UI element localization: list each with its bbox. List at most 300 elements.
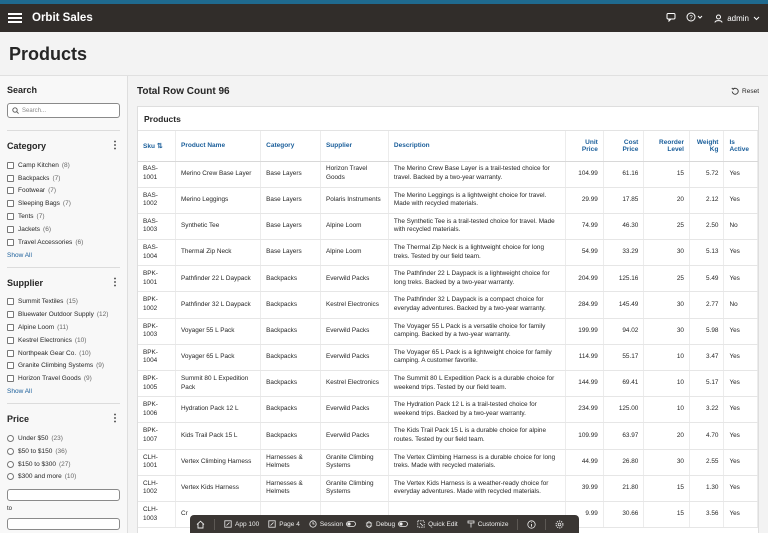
- table-cell: 74.99: [566, 213, 604, 239]
- table-cell: Backpacks: [261, 397, 321, 423]
- table-cell: Backpacks: [261, 423, 321, 449]
- table-cell: No: [724, 292, 758, 318]
- table-cell: 114.99: [566, 344, 604, 370]
- table-cell: 199.99: [566, 318, 604, 344]
- table-cell: The Merino Crew Base Layer is a trail-tested choice for travel. Backed by a two-year warranty.: [388, 161, 565, 187]
- table-cell: Yes: [724, 161, 758, 187]
- user-menu[interactable]: [714, 14, 760, 23]
- table-cell: 145.49: [603, 292, 644, 318]
- facet-option-count: (6): [43, 225, 51, 233]
- price-facet: [7, 403, 120, 530]
- column-header-label: Cost Price: [622, 138, 639, 153]
- category-facet-option[interactable]: [7, 159, 120, 172]
- search-placeholder: Search...: [22, 107, 47, 114]
- facet-option-count: (9): [83, 375, 92, 383]
- table-cell: Yes: [724, 501, 758, 527]
- table-cell: 125.00: [603, 397, 644, 423]
- table-cell: Yes: [724, 449, 758, 475]
- price-facet-option[interactable]: [7, 445, 120, 458]
- table-row[interactable]: [138, 397, 758, 423]
- table-cell: Yes: [724, 187, 758, 213]
- category-show-all-link[interactable]: Show All: [7, 251, 32, 259]
- faceted-search-sidebar: [0, 76, 128, 533]
- table-cell: Harnesses & Helmets: [261, 449, 321, 475]
- table-cell: Backpacks: [261, 292, 321, 318]
- table-cell: Kids Trail Pack 15 L: [176, 423, 261, 449]
- table-cell: The Vertex Climbing Harness is a durable choice for long treks. Made with recycled materials.: [388, 449, 565, 475]
- column-header[interactable]: [689, 131, 723, 161]
- table-cell: 125.16: [603, 266, 644, 292]
- facet-option-label: $300 and more: [18, 473, 62, 481]
- table-cell: Kestrel Electronics: [320, 292, 388, 318]
- facet-option-label: Horizon Travel Goods: [18, 375, 81, 383]
- checkbox[interactable]: [7, 213, 14, 220]
- facet-option-label: Northpeak Gear Co.: [18, 349, 77, 357]
- supplier-facet-option[interactable]: [7, 360, 120, 373]
- table-row[interactable]: [138, 292, 758, 318]
- user-icon: [714, 14, 723, 23]
- table-cell: 30: [644, 449, 690, 475]
- table-row[interactable]: [138, 318, 758, 344]
- table-cell: 10: [644, 371, 690, 397]
- column-header[interactable]: [320, 131, 388, 161]
- table-cell: The Voyager 55 L Pack is a versatile choice for family camping. Backed by a two-year warranty.: [388, 318, 565, 344]
- table-cell: Everwild Packs: [320, 423, 388, 449]
- category-facet-title: Category: [7, 141, 47, 151]
- checkbox[interactable]: [7, 298, 14, 305]
- table-cell: 20: [644, 187, 690, 213]
- chevron-down-icon: [753, 16, 760, 21]
- table-cell: Base Layers: [261, 187, 321, 213]
- table-cell: The Thermal Zip Neck is a lightweight choice for long treks. Tested by our field team.: [388, 240, 565, 266]
- table-row[interactable]: [138, 187, 758, 213]
- app-button[interactable]: [224, 520, 259, 528]
- facet-option-count: (15): [66, 298, 78, 306]
- table-cell: No: [724, 213, 758, 239]
- table-cell: 5.49: [689, 266, 723, 292]
- reset-button[interactable]: [731, 87, 759, 95]
- debug-button[interactable]: [365, 520, 408, 528]
- table-cell: 3.22: [689, 397, 723, 423]
- toggle-icon: [346, 521, 356, 527]
- table-cell: Alpine Loom: [320, 213, 388, 239]
- table-cell: 26.80: [603, 449, 644, 475]
- checkbox[interactable]: [7, 239, 14, 246]
- checkbox[interactable]: [7, 200, 14, 207]
- table-cell: Yes: [724, 266, 758, 292]
- kebab-menu-icon[interactable]: ⋮: [110, 140, 120, 151]
- table-cell: Merino Crew Base Layer: [176, 161, 261, 187]
- checkbox[interactable]: [7, 375, 14, 382]
- facet-option-label: Summit Textiles: [18, 298, 64, 306]
- table-cell: Summit 80 L Expedition Pack: [176, 371, 261, 397]
- table-row[interactable]: [138, 449, 758, 475]
- page-title: Products: [9, 44, 88, 64]
- column-header[interactable]: [644, 131, 690, 161]
- table-cell: The Pathfinder 32 L Daypack is a compact choice for everyday adventures. Backed by a two-year warranty.: [388, 292, 565, 318]
- column-header[interactable]: [138, 131, 176, 161]
- facet-option-label: Footwear: [18, 187, 46, 195]
- facet-option-label: $50 to $150: [18, 447, 53, 455]
- table-cell: 10: [644, 397, 690, 423]
- table-cell: 17.85: [603, 187, 644, 213]
- facet-option-count: (7): [62, 200, 71, 208]
- table-cell: 15: [644, 475, 690, 501]
- search-icon: [12, 107, 19, 114]
- customize-button[interactable]: [467, 520, 509, 528]
- supplier-facet-option[interactable]: [7, 372, 120, 385]
- column-header[interactable]: [388, 131, 565, 161]
- table-cell: 284.99: [566, 292, 604, 318]
- table-cell: Vertex Kids Harness: [176, 475, 261, 501]
- table-cell: 61.16: [603, 161, 644, 187]
- price-facet-option[interactable]: [7, 471, 120, 484]
- table-cell: 44.99: [566, 449, 604, 475]
- table-cell: CLH-1003: [138, 501, 176, 527]
- table-cell: Backpacks: [261, 344, 321, 370]
- facet-option-count: (7): [48, 187, 57, 195]
- table-row[interactable]: [138, 240, 758, 266]
- supplier-facet: [7, 267, 120, 396]
- report-title: Products: [138, 107, 758, 131]
- facet-option-count: (36): [55, 447, 67, 455]
- table-row[interactable]: [138, 266, 758, 292]
- radio-button[interactable]: [7, 461, 14, 468]
- table-cell: 2.50: [689, 213, 723, 239]
- price-facet-option[interactable]: [7, 432, 120, 445]
- info-icon[interactable]: [527, 520, 536, 529]
- table-cell: 30: [644, 318, 690, 344]
- column-header-label: Weight Kg: [696, 138, 719, 153]
- facet-option-label: Under $50: [18, 435, 49, 443]
- table-cell: 5.17: [689, 371, 723, 397]
- table-cell: 9.99: [566, 501, 604, 527]
- app-button-label: App 100: [235, 520, 260, 528]
- table-cell: Base Layers: [261, 161, 321, 187]
- table-cell: Yes: [724, 423, 758, 449]
- table-cell: The Pathfinder 22 L Daypack is a lightweight choice for long treks. Backed by a two-year warranty.: [388, 266, 565, 292]
- table-cell: BPK-1006: [138, 397, 176, 423]
- facet-option-count: (11): [57, 324, 69, 332]
- supplier-facet-option[interactable]: [7, 296, 120, 309]
- table-cell: 21.80: [603, 475, 644, 501]
- facet-option-count: (7): [52, 174, 61, 182]
- table-cell: Thermal Zip Neck: [176, 240, 261, 266]
- search-input[interactable]: [7, 103, 120, 118]
- table-cell: BPK-1005: [138, 371, 176, 397]
- table-cell: 39.99: [566, 475, 604, 501]
- table-cell: Yes: [724, 318, 758, 344]
- table-row[interactable]: [138, 213, 758, 239]
- facet-option-label: Backpacks: [18, 174, 50, 182]
- debug-button-label: Debug: [375, 520, 396, 528]
- supplier-facet-option[interactable]: [7, 334, 120, 347]
- total-row-count: Total Row Count 96: [137, 85, 230, 97]
- table-cell: 30.66: [603, 501, 644, 527]
- facet-option-label: Bluewater Outdoor Supply: [18, 311, 94, 319]
- table-cell: Cr: [176, 501, 261, 527]
- table-cell: 55.17: [603, 344, 644, 370]
- table-row[interactable]: [138, 161, 758, 187]
- table-cell: 69.41: [603, 371, 644, 397]
- quick-edit-button[interactable]: [417, 520, 458, 528]
- facet-option-label: Granite Climbing Systems: [18, 362, 94, 370]
- table-cell: 25: [644, 266, 690, 292]
- table-cell: 29.99: [566, 187, 604, 213]
- facet-option-count: (9): [96, 362, 105, 370]
- table-cell: 15: [644, 161, 690, 187]
- table-cell: 2.12: [689, 187, 723, 213]
- report-region: [128, 76, 768, 533]
- app-name[interactable]: Orbit Sales: [32, 12, 93, 24]
- facet-option-count: (23): [51, 435, 63, 443]
- table-cell: Voyager 55 L Pack: [176, 318, 261, 344]
- table-cell: Granite Climbing Systems: [320, 475, 388, 501]
- table-cell: 4.70: [689, 423, 723, 449]
- table-cell: 5.72: [689, 161, 723, 187]
- price-facet-option[interactable]: [7, 458, 120, 471]
- column-header-label: Description: [393, 142, 430, 150]
- table-cell: 15: [644, 501, 690, 527]
- table-cell: Kestrel Electronics: [320, 371, 388, 397]
- radio-button[interactable]: [7, 473, 14, 480]
- facet-option-count: (8): [61, 161, 70, 169]
- table-cell: Polaris Instruments: [320, 187, 388, 213]
- table-cell: BAS-1001: [138, 161, 176, 187]
- radio-button[interactable]: [7, 435, 14, 442]
- facet-option-count: (10): [74, 336, 87, 344]
- column-header-label: Product Name: [181, 142, 226, 150]
- table-row[interactable]: [138, 423, 758, 449]
- table-cell: 1.30: [689, 475, 723, 501]
- table-cell: 2.77: [689, 292, 723, 318]
- table-cell: 94.02: [603, 318, 644, 344]
- table-cell: Backpacks: [261, 371, 321, 397]
- table-cell: Everwild Packs: [320, 344, 388, 370]
- app-header: [0, 4, 768, 32]
- table-cell: Yes: [724, 344, 758, 370]
- table-cell: Merino Leggings: [176, 187, 261, 213]
- table-cell: Yes: [724, 475, 758, 501]
- table-cell: Hydration Pack 12 L: [176, 397, 261, 423]
- category-facet-option[interactable]: [7, 223, 120, 236]
- table-cell: Vertex Climbing Harness: [176, 449, 261, 475]
- checkbox[interactable]: [7, 337, 14, 344]
- table-cell: BPK-1007: [138, 423, 176, 449]
- table-cell: Backpacks: [261, 318, 321, 344]
- toolbar-divider: [214, 519, 215, 530]
- facet-option-label: Jackets: [18, 225, 41, 233]
- table-cell: Everwild Packs: [320, 397, 388, 423]
- table-cell: Alpine Loom: [320, 240, 388, 266]
- table-cell: Everwild Packs: [320, 318, 388, 344]
- products-report: [137, 106, 759, 533]
- edit-icon: [268, 520, 276, 528]
- table-cell: 10: [644, 344, 690, 370]
- category-facet-option[interactable]: [7, 197, 120, 210]
- table-cell: 234.99: [566, 397, 604, 423]
- category-facet: [7, 130, 120, 259]
- table-cell: Harnesses & Helmets: [261, 475, 321, 501]
- search-title: Search: [7, 85, 38, 95]
- table-cell: 46.30: [603, 213, 644, 239]
- table-cell: 3.56: [689, 501, 723, 527]
- price-range-to-label: to: [7, 506, 13, 513]
- category-facet-option[interactable]: [7, 236, 120, 249]
- facet-option-label: Camp Kitchen: [18, 161, 59, 169]
- table-cell: Granite Climbing Systems: [320, 449, 388, 475]
- table-cell: 5.98: [689, 318, 723, 344]
- bug-icon: [365, 520, 373, 528]
- table-cell: Base Layers: [261, 240, 321, 266]
- table-cell: Pathfinder 32 L Daypack: [176, 292, 261, 318]
- facet-option-count: (6): [75, 238, 84, 246]
- checkbox[interactable]: [7, 175, 14, 182]
- session-button-label: Session: [319, 520, 343, 528]
- toolbar-divider: [517, 519, 518, 530]
- table-cell: The Vertex Kids Harness is a weather-ready choice for everyday adventures. Made with recycled materials.: [388, 475, 565, 501]
- chat-icon[interactable]: [666, 12, 676, 25]
- checkbox[interactable]: [7, 362, 14, 369]
- checkbox[interactable]: [7, 226, 14, 233]
- column-header-label: Reorder Level: [659, 138, 684, 153]
- supplier-facet-option[interactable]: [7, 347, 120, 360]
- facet-option-label: $150 to $300: [18, 460, 56, 468]
- supplier-facet-option[interactable]: [7, 308, 120, 321]
- checkbox[interactable]: [7, 187, 14, 194]
- facet-option-count: (10): [64, 473, 77, 481]
- table-cell: The Hydration Pack 12 L is a trail-tested choice for weekend trips. Backed by a two-year warranty.: [388, 397, 565, 423]
- table-cell: Everwild Packs: [320, 266, 388, 292]
- table-cell: 104.99: [566, 161, 604, 187]
- column-header[interactable]: [603, 131, 644, 161]
- reset-icon: [731, 87, 739, 95]
- table-cell: Yes: [724, 371, 758, 397]
- checkbox[interactable]: [7, 350, 14, 357]
- table-cell: The Summit 80 L Expedition Pack is a durable choice for weekend trips. Tested by our field team.: [388, 371, 565, 397]
- table-cell: BAS-1003: [138, 213, 176, 239]
- table-cell: 20: [644, 423, 690, 449]
- supplier-facet-title: Supplier: [7, 277, 44, 288]
- table-cell: 25: [644, 213, 690, 239]
- home-icon[interactable]: [196, 520, 205, 529]
- table-cell: Yes: [724, 397, 758, 423]
- facet-option-label: Sleeping Bags: [18, 200, 60, 208]
- table-cell: 2.55: [689, 449, 723, 475]
- page-button-label: Page 4: [279, 520, 300, 528]
- table-cell: 30: [644, 292, 690, 318]
- facet-option-label: Travel Accessories: [18, 238, 73, 246]
- column-header-label: Is Active: [729, 138, 749, 153]
- supplier-facet-option[interactable]: [7, 321, 120, 334]
- quick-edit-label: Quick Edit: [428, 520, 458, 528]
- reset-label: Reset: [742, 87, 759, 95]
- page-button[interactable]: [268, 520, 300, 528]
- checkbox[interactable]: [7, 311, 14, 318]
- table-cell: Voyager 65 L Pack: [176, 344, 261, 370]
- category-facet-option[interactable]: [7, 185, 120, 198]
- table-cell: 204.99: [566, 266, 604, 292]
- page-header: [0, 32, 768, 76]
- column-header[interactable]: [176, 131, 261, 161]
- column-header[interactable]: [261, 131, 321, 161]
- price-facet-title: Price: [7, 414, 30, 425]
- category-facet-option[interactable]: [7, 210, 120, 223]
- table-row[interactable]: [138, 344, 758, 370]
- facet-option-label: Tents: [18, 213, 34, 221]
- radio-button[interactable]: [7, 448, 14, 455]
- table-cell: BAS-1002: [138, 187, 176, 213]
- supplier-show-all-link[interactable]: Show All: [7, 388, 32, 396]
- table-cell: Horizon Travel Goods: [320, 161, 388, 187]
- gear-icon[interactable]: [555, 520, 564, 529]
- svg-text:?: ?: [689, 15, 693, 21]
- session-button[interactable]: [309, 520, 356, 528]
- facet-option-count: (27): [58, 460, 71, 468]
- price-range-to-input[interactable]: [7, 518, 120, 530]
- facet-option-count: (12): [96, 311, 109, 319]
- price-range-from-input[interactable]: [7, 489, 120, 501]
- checkbox[interactable]: [7, 324, 14, 331]
- table-row[interactable]: [138, 475, 758, 501]
- table-cell: 5.13: [689, 240, 723, 266]
- table-cell: CLH-1002: [138, 475, 176, 501]
- help-icon[interactable]: [686, 12, 704, 25]
- table-cell: BPK-1002: [138, 292, 176, 318]
- toggle-icon: [398, 521, 408, 527]
- table-cell: 3.47: [689, 344, 723, 370]
- table-cell: The Synthetic Tee is a trail-tested choice for travel. Made with recycled materials.: [388, 213, 565, 239]
- table-cell: BPK-1001: [138, 266, 176, 292]
- facet-option-count: (7): [36, 213, 45, 221]
- facet-option-label: Kestrel Electronics: [18, 336, 72, 344]
- edit-icon: [224, 520, 232, 528]
- table-cell: BPK-1004: [138, 344, 176, 370]
- quick-edit-icon: [417, 520, 425, 528]
- column-header-label: Category: [266, 142, 295, 150]
- table-cell: The Kids Trail Pack 15 L is a durable choice for alpine routes. Tested by our field team.: [388, 423, 565, 449]
- table-cell: 33.29: [603, 240, 644, 266]
- customize-label: Customize: [477, 520, 509, 528]
- column-header-label: Unit Price: [581, 138, 598, 153]
- user-name: admin: [727, 13, 749, 23]
- column-header-label: Sku: [143, 142, 155, 150]
- column-header-label: Supplier: [325, 142, 352, 150]
- column-header[interactable]: [566, 131, 604, 161]
- products-table: [138, 131, 758, 528]
- brush-icon: [467, 520, 475, 528]
- table-cell: 30: [644, 240, 690, 266]
- table-cell: CLH-1001: [138, 449, 176, 475]
- table-cell: 144.99: [566, 371, 604, 397]
- facet-option-count: (10): [79, 349, 91, 357]
- hamburger-menu-icon[interactable]: [8, 13, 22, 23]
- table-cell: The Merino Leggings is a lightweight choice for travel. Made with recycled materials.: [388, 187, 565, 213]
- table-cell: Synthetic Tee: [176, 213, 261, 239]
- table-cell: The Voyager 65 L Pack is a lightweight choice for family camping. A customer favorite.: [388, 344, 565, 370]
- table-cell: Pathfinder 22 L Daypack: [176, 266, 261, 292]
- column-header[interactable]: [724, 131, 758, 161]
- checkbox[interactable]: [7, 162, 14, 169]
- kebab-menu-icon[interactable]: ⋮: [110, 276, 120, 288]
- table-row[interactable]: [138, 371, 758, 397]
- table-cell: 109.99: [566, 423, 604, 449]
- table-cell: Backpacks: [261, 266, 321, 292]
- category-facet-option[interactable]: [7, 172, 120, 185]
- developer-toolbar: [190, 515, 579, 533]
- sort-ascending-icon: ⇅: [154, 142, 163, 150]
- kebab-menu-icon[interactable]: ⋮: [110, 413, 120, 425]
